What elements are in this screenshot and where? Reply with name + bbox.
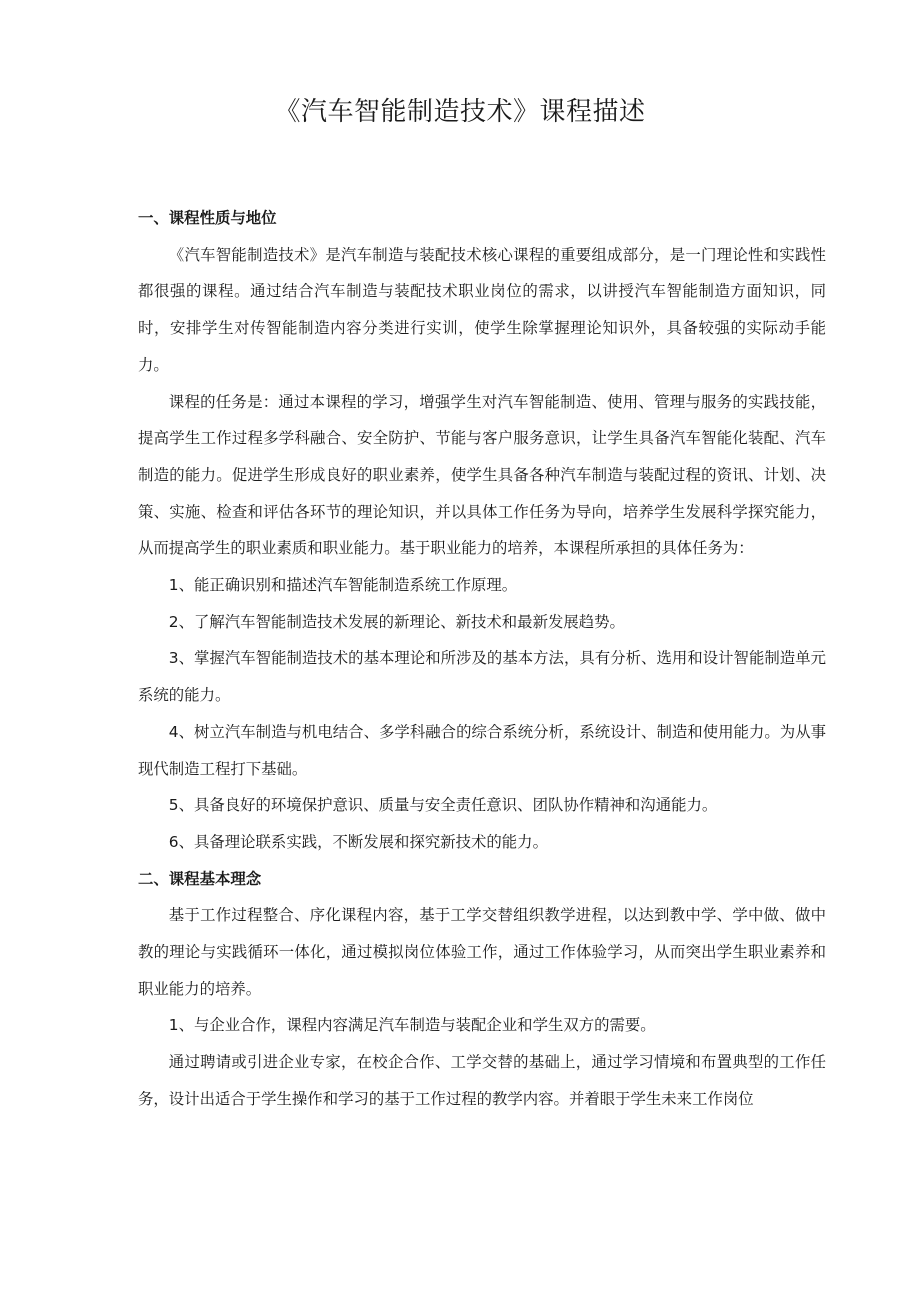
section-2-paragraph-3: 通过聘请或引进企业专家，在校企合作、工学交替的基础上，通过学习情境和布置典型的工作任务，设计出适合于学生操作和学习的基于工作过程的教学内容。并着眼于学生未来工作岗位 xyxy=(138,1053,826,1108)
document-title: 《汽车智能制造技术》课程描述 xyxy=(274,97,646,127)
document-body xyxy=(138,200,826,1118)
section-2-paragraph-2: 1、与企业合作，课程内容满足汽车制造与装配企业和学生双方的需要。 xyxy=(168,1016,656,1035)
section-1-paragraph-2: 课程的任务是：通过本课程的学习，增强学生对汽车智能制造、使用、管理与服务的实践技能，提高学生工作过程多学科融合、安全防护、节能与客户服务意识，让学生具备汽车智能化装配、汽车制造的能力。促进学生形成良好的职业素养，使学生具备各种汽车制造与装配过程的资讯、计划、决策、实施、检查和评估各环节的理论知识，并以具体工作任务为导向，培养学生发展科学探究能力，从而提高学生的职业素质和职业能力。基于职业能力的培养，本课程所承担的具体任务为： xyxy=(138,392,826,558)
list-item: 5、具备良好的环境保护意识、质量与安全责任意识、团队协作精神和沟通能力。 xyxy=(168,796,718,815)
section-heading-1: 一、课程性质与地位 xyxy=(138,209,277,227)
section-heading-2: 二、课程基本理念 xyxy=(138,869,262,888)
list-item: 4、树立汽车制造与机电结合、多学科融合的综合系统分析，系统设计、制造和使用能力。为从事现代制造工程打下基础。 xyxy=(138,722,826,778)
list-item: 6、具备理论联系实践，不断发展和探究新技术的能力。 xyxy=(168,832,548,851)
section-1-paragraph-1: 《汽车智能制造技术》是汽车制造与装配技术核心课程的重要组成部分，是一门理论性和实践性都很强的课程。通过结合汽车制造与装配技术职业岗位的需求，以讲授汽车智能制造方面知识，同时，安排学生对传智能制造内容分类进行实训，使学生除掌握理论知识外，具备较强的实际动手能力。 xyxy=(138,245,826,374)
section-2-paragraph-1: 基于工作过程整合、序化课程内容，基于工学交替组织教学进程，以达到教中学、学中做、做中教的理论与实践循环一体化，通过模拟岗位体验工作，通过工作体验学习，从而突出学生职业素养和职业能力的培养。 xyxy=(138,906,826,998)
list-item: 1、能正确识别和描述汽车智能制造系统工作原理。 xyxy=(168,576,518,595)
list-item: 2、了解汽车智能制造技术发展的新理论、新技术和最新发展趋势。 xyxy=(168,612,625,631)
list-item: 3、掌握汽车智能制造技术的基本理论和所涉及的基本方法，具有分析、选用和设计智能制造单元系统的能力。 xyxy=(138,649,826,705)
